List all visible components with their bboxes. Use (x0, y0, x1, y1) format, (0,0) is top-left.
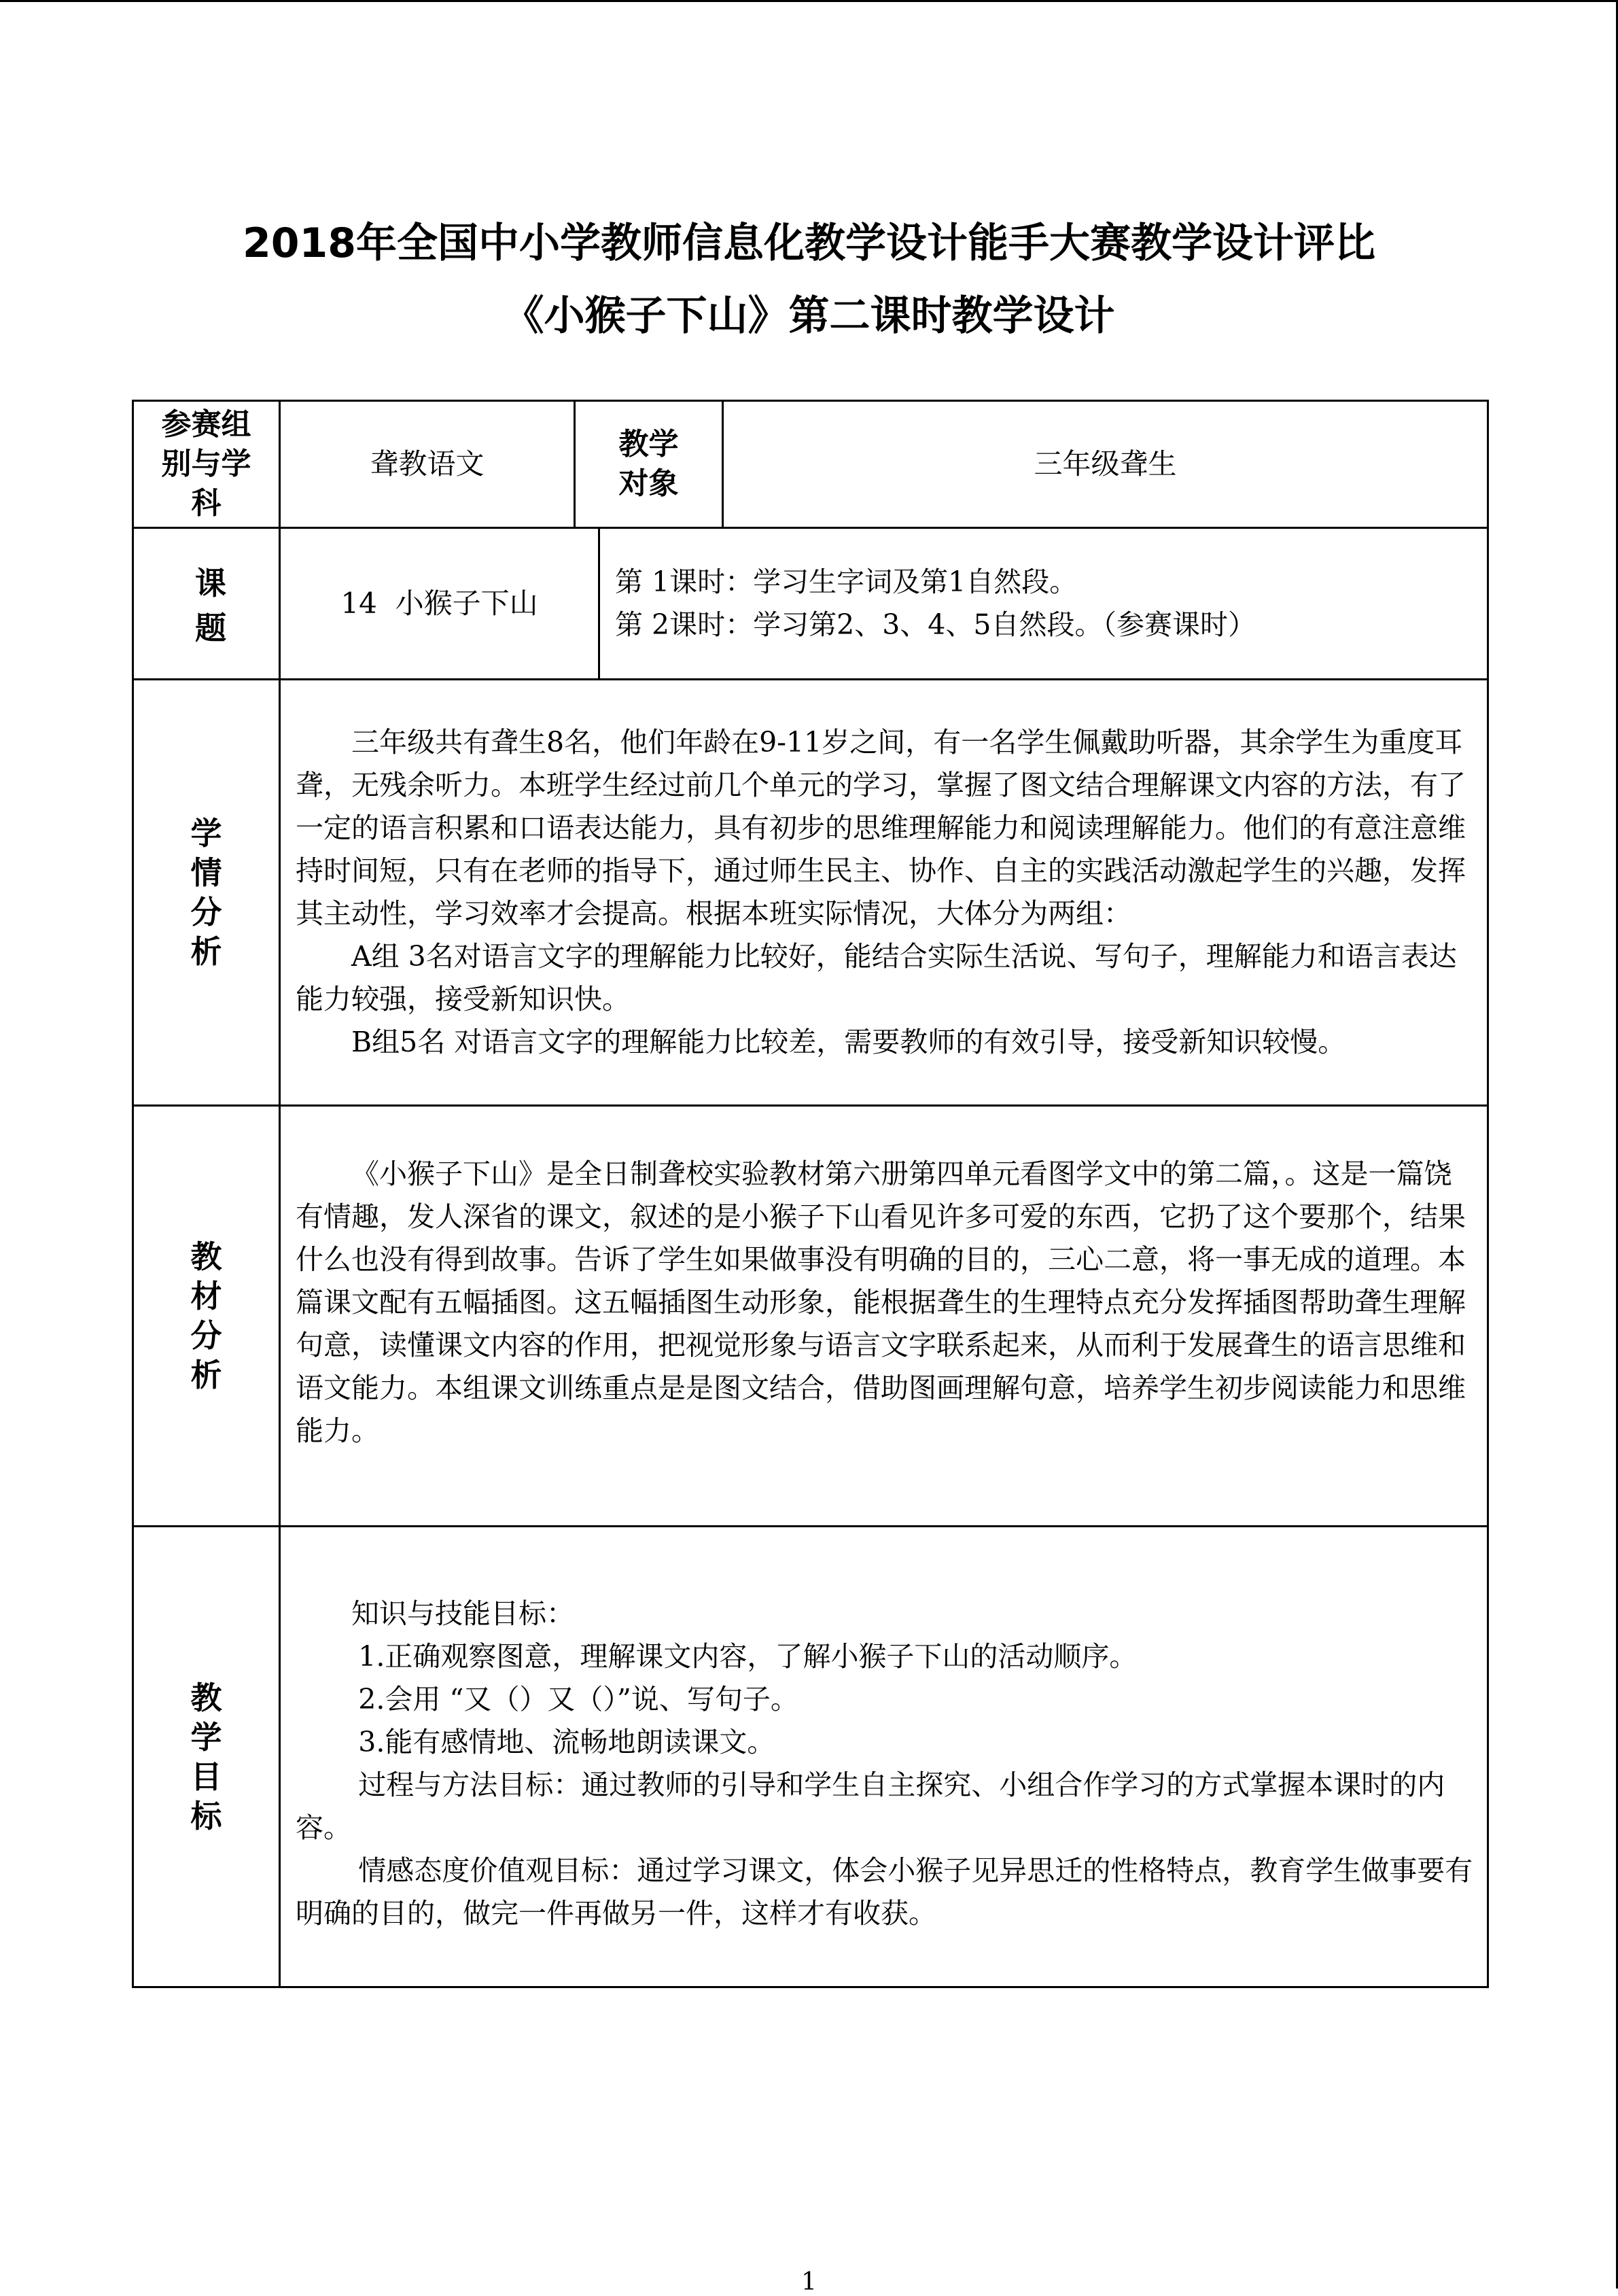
student-analysis-label-cell (133, 680, 280, 1106)
page-border-top (0, 0, 1618, 2)
student-analysis-paragraph-2: A组 3名对语言文字的理解能力比较好，能结合实际生活说、写句子，理解能力和语言表达能力较强，接受新知识快。 (296, 940, 1457, 1015)
page-number: 1 (801, 2268, 817, 2296)
row-objectives (133, 1527, 1488, 1987)
student-analysis-content (280, 680, 1488, 1106)
target-label: 教学对象 (618, 427, 679, 501)
group-label: 参赛组别与学科 (161, 407, 251, 521)
row-material-analysis (133, 1106, 1488, 1527)
objectives-label: 教学目标 (190, 1679, 222, 1834)
objective-item-1: 1.正确观察图意，理解课文内容，了解小猴子下山的活动顺序。 (358, 1639, 1138, 1673)
row-topic (133, 528, 1488, 680)
topic-value: 14 小猴子下山 (280, 528, 599, 680)
objectives-text (281, 1552, 1487, 1962)
knowledge-objective-title: 知识与技能目标： (351, 1597, 574, 1630)
lesson-schedule-cell (599, 528, 1488, 680)
group-label-cell (133, 401, 280, 528)
lesson-line-2: 第 2课时：学习第2、3、4、5自然段。（参赛课时） (615, 608, 1256, 641)
lesson-schedule (600, 555, 1487, 652)
objectives-label-cell (133, 1527, 280, 1987)
process-objective: 过程与方法目标：通过教师的引导和学生自主探究、小组合作学习的方式掌握本课时的内容。 (296, 1768, 1445, 1844)
material-analysis-paragraph: 《小猴子下山》是全日制聋校实验教材第六册第四单元看图学文中的第二篇，。这是一篇饶有情趣，发人深省的课文，叙述的是小猴子下山看见许多可爱的东西，它扔了这个要那个，结果什么也没有得到故事。告诉了学生如果做事没有明确的目的，三心二意，将一事无成的道理。本篇课文配有五幅插图。这五幅插图生动形象，能根据聋生的生理特点充分发挥插图帮助聋生理解句意，读懂课文内容的作用，把视觉形象与语言文字联系起来，从而利于发展聋生的语言思维和语文能力。本组课文训练重点是是图文结合，借助图画理解句意，培养学生初步阅读能力和思维能力。 (296, 1157, 1466, 1447)
group-value: 聋教语文 (280, 401, 575, 528)
topic-label-cell (133, 528, 287, 680)
material-analysis-text (281, 1153, 1487, 1480)
student-analysis-label: 学情分析 (190, 815, 222, 970)
lesson-plan-table (132, 400, 1489, 1988)
objective-item-2: 2.会用 “又（）又（）”说、写句子。 (358, 1682, 798, 1716)
target-value: 三年级聋生 (723, 401, 1488, 528)
lesson-line-1: 第 1课时：学习生字词及第1自然段。 (615, 566, 1078, 598)
row-group-target (133, 401, 1488, 528)
student-analysis-paragraph-3: B组5名 对语言文字的理解能力比较差，需要教师的有效引导，接受新知识较慢。 (351, 1026, 1346, 1058)
material-analysis-label: 教材分析 (190, 1238, 222, 1393)
material-analysis-content (280, 1106, 1488, 1527)
objectives-content (280, 1527, 1488, 1987)
topic-label: 课题 (195, 565, 287, 646)
material-analysis-label-cell (133, 1106, 280, 1527)
emotion-objective: 情感态度价值观目标：通过学习课文，体会小猴子见异思迁的性格特点，教育学生做事要有明确的目的，做完一件再做另一件，这样才有收获。 (296, 1854, 1473, 1930)
student-analysis-paragraph-1: 三年级共有聋生8名，他们年龄在9-11岁之间，有一名学生佩戴助听器，其余学生为重度耳聋，无残余听力。本班学生经过前几个单元的学习，掌握了图文结合理解课文内容的方法，有了一定的语言积累和口语表达能力，具有初步的思维理解能力和阅读理解能力。他们的有意注意维持时间短，只有在老师的指导下，通过师生民主、协作、自主的实践活动激起学生的兴趣，发挥其主动性，学习效率才会提高。根据本班实际情况，大体分为两组： (296, 726, 1466, 930)
target-label-cell (575, 401, 723, 528)
objective-item-3: 3.能有感情地、流畅地朗读课文。 (358, 1725, 775, 1758)
document-subtitle: 《小猴子下山》第二课时教学设计 (503, 292, 1115, 340)
row-student-analysis (133, 680, 1488, 1106)
document-title: 2018年全国中小学教师信息化教学设计能手大赛教学设计评比 (243, 220, 1375, 267)
student-analysis-text (281, 721, 1487, 1064)
